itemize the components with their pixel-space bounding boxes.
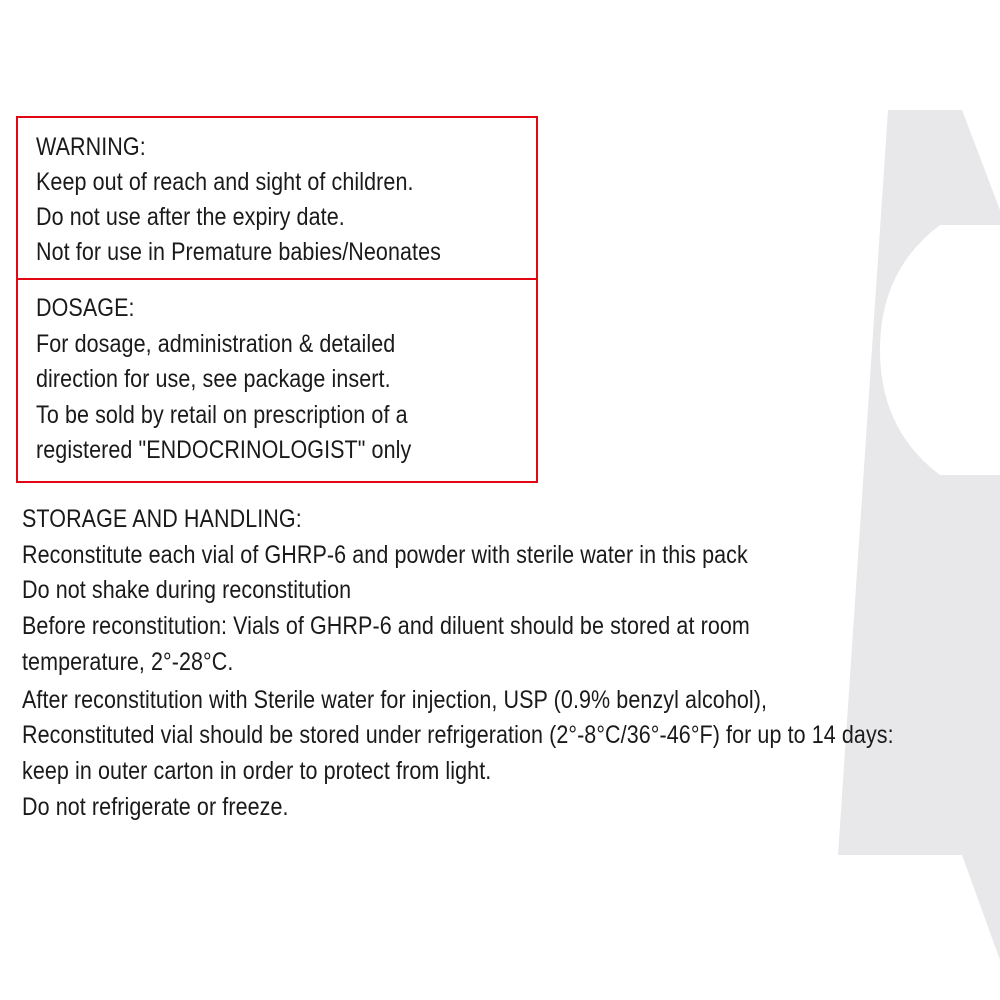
- dosage-heading: DOSAGE:: [36, 294, 135, 322]
- storage-line: Reconstituted vial should be stored under refrigeration (2°-8°C/36°-46°F) for up to 14 days:: [22, 721, 894, 750]
- storage-line: After reconstitution with Sterile water for injection, USP (0.9% benzyl alcohol),: [22, 685, 768, 714]
- dosage-line: To be sold by retail on prescription of a: [36, 400, 408, 429]
- storage-line: Do not shake during reconstitution: [22, 576, 352, 605]
- storage-heading: STORAGE AND HANDLING:: [22, 505, 302, 533]
- dosage-box: [16, 278, 538, 483]
- storage-section: [22, 502, 1000, 825]
- dosage-line: For dosage, administration & detailed: [36, 329, 396, 358]
- storage-line: Do not refrigerate or freeze.: [22, 792, 289, 821]
- storage-line: temperature, 2°-28°C.: [22, 647, 234, 676]
- warning-line: Keep out of reach and sight of children.: [36, 168, 414, 196]
- warning-box: [16, 116, 538, 280]
- storage-line: Reconstitute each vial of GHRP-6 and powder with sterile water in this pack: [22, 540, 748, 569]
- warning-line: Do not use after the expiry date.: [36, 203, 345, 231]
- warning-line: Not for use in Premature babies/Neonates: [36, 238, 441, 266]
- warning-heading: WARNING:: [36, 133, 146, 161]
- dosage-line: direction for use, see package insert.: [36, 365, 391, 393]
- storage-line: keep in outer carton in order to protect from light.: [22, 756, 492, 785]
- dosage-line: registered "ENDOCRINOLOGIST" only: [36, 436, 412, 464]
- storage-line: Before reconstitution: Vials of GHRP-6 and diluent should be stored at room: [22, 612, 750, 641]
